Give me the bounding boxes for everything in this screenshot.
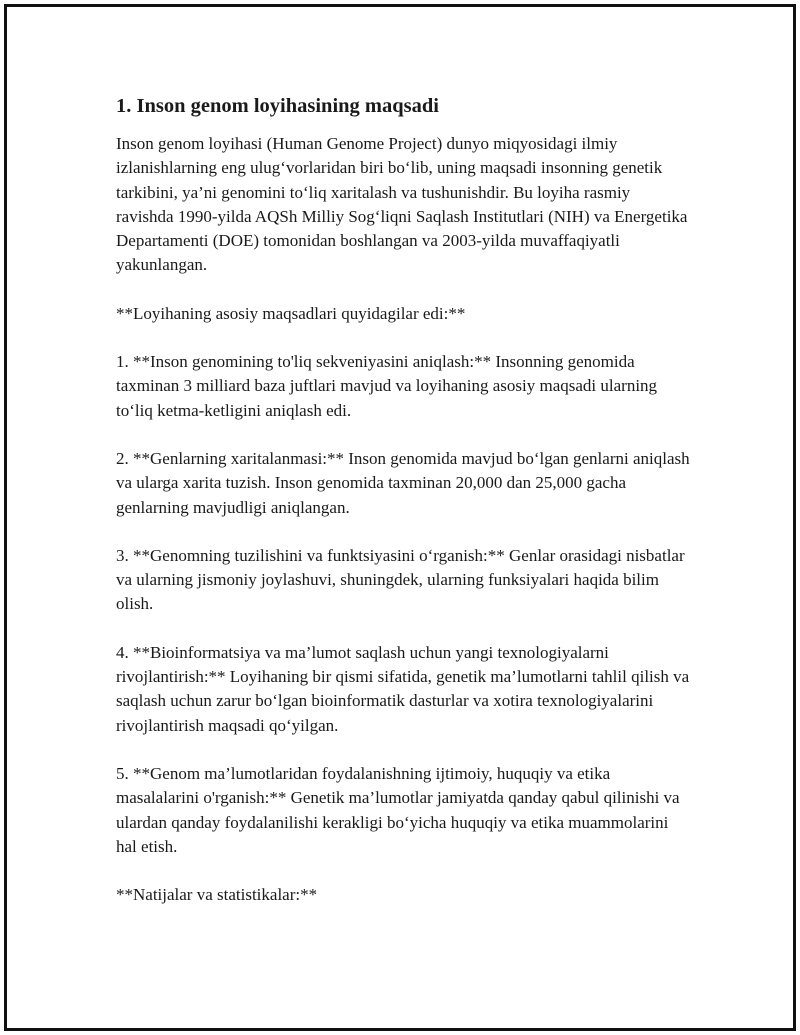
section-heading: 1. Inson genom loyihasining maqsadi bbox=[116, 95, 439, 117]
goal-1-paragraph: 1. **Inson genomining to'liq sekveniyasini aniqlash:** Insonning genomida taxminan 3 milliard baza juftlari mavjud va loyihaning asosiy maqsadi ularning to‘liq ketma-ketligini aniqlash edi. bbox=[116, 352, 658, 420]
goal-5-paragraph: 5. **Genom ma’lumotlaridan foydalanishning ijtimoiy, huquqiy va etika masalalarini o'rganish:** Genetik ma’lumotlar jamiyatda qanday qabul qilinishi va ulardan qanday foydalanilishi kerakligi bo‘yicha huquqiy va etika muammolarini hal etish. bbox=[116, 763, 680, 856]
document-body bbox=[116, 92, 691, 931]
results-heading-paragraph: **Natijalar va statistikalar:** bbox=[116, 885, 318, 905]
intro-paragraph: Inson genom loyihasi (Human Genome Project) dunyo miqyosidagi ilmiy izlanishlarning eng ulug‘vorlaridan biri bo‘lib, uning maqsadi insonning genetik tarkibini, ya’ni genomini to‘liq xaritalash va tushunishdir. Bu loyiha rasmiy ravishda 1990-yilda AQSh Milliy Sog‘liqni Saqlash Institutlari (NIH) va Energetika Departamenti (DOE) tomonidan boshlangan va 2003-yilda muvaffaqiyatli yakunlangan. bbox=[116, 134, 688, 275]
goal-3-paragraph: 3. **Genomning tuzilishini va funktsiyasini o‘rganish:** Genlar orasidagi nisbatlar va ularning jismoniy joylashuvi, shuningdek, ularning funksiyalari haqida bilim olish. bbox=[116, 545, 685, 614]
goals-intro-paragraph: **Loyihaning asosiy maqsadlari quyidagilar edi:** bbox=[116, 303, 466, 323]
goal-2-paragraph: 2. **Genlarning xaritalanmasi:** Inson genomida mavjud bo‘lgan genlarni aniqlash va ularga xarita tuzish. Inson genomida taxminan 20,000 dan 25,000 gacha genlarning mavjudligi aniqlangan. bbox=[116, 448, 690, 517]
goal-4-paragraph: 4. **Bioinformatsiya va ma’lumot saqlash uchun yangi texnologiyalarni rivojlantirish:** Loyihaning bir qismi sifatida, genetik ma’lumotlarni tahlil qilish va saqlash uchun zarur bo‘lgan bioinformatik dasturlar va xotira texnologiyalarini rivojlantirish maqsadi qo‘yilgan. bbox=[116, 642, 690, 735]
